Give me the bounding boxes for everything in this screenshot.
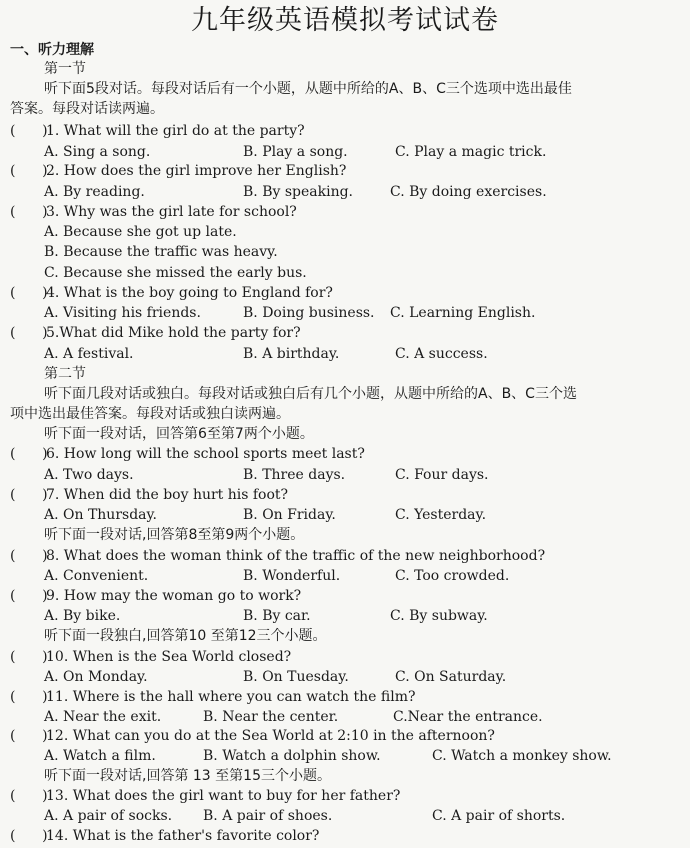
question-2 bbox=[10, 161, 346, 181]
question-11 bbox=[10, 687, 416, 707]
answer-blank[interactable]: ( ) bbox=[10, 649, 48, 665]
option-c: C. A pair of shorts. bbox=[432, 808, 566, 824]
question-text: 8. What does the woman think of the traffic of the new neighborhood? bbox=[46, 548, 546, 564]
sub-instruction: 听下面一段对话，回答第6至第7两个小题。 bbox=[44, 426, 314, 442]
option-b: B. Doing business. bbox=[243, 305, 375, 321]
answer-blank[interactable]: ( ) bbox=[10, 828, 48, 844]
answer-blank[interactable]: ( ) bbox=[10, 728, 48, 744]
option-a: A. Visiting his friends. bbox=[44, 305, 201, 321]
part1-instruction-line2: 答案。每段对话读两遍。 bbox=[10, 101, 164, 117]
option-c: C. A success. bbox=[395, 346, 488, 362]
option-b: B. A pair of shoes. bbox=[203, 808, 333, 824]
question-text: 11. Where is the hall where you can watch the film? bbox=[46, 689, 416, 705]
option-c: C. Four days. bbox=[395, 467, 489, 483]
option-b: B. By car. bbox=[243, 608, 311, 624]
option-a: A. By bike. bbox=[44, 608, 121, 624]
option-c: C. Learning English. bbox=[390, 305, 536, 321]
question-text: 10. When is the Sea World closed? bbox=[46, 649, 292, 665]
option-c: C. By subway. bbox=[390, 608, 488, 624]
option-c: C. By doing exercises. bbox=[390, 184, 547, 200]
sub-instruction: 听下面一段独白,回答第10 至第12三个小题。 bbox=[44, 628, 327, 644]
question-text: 5.What did Mike hold the party for? bbox=[46, 325, 301, 341]
question-text: 7. When did the boy hurt his foot? bbox=[46, 487, 289, 503]
question-3 bbox=[10, 202, 297, 222]
option-c: C. Too crowded. bbox=[395, 568, 510, 584]
answer-blank[interactable]: ( ) bbox=[10, 163, 48, 179]
option-a: A. On Thursday. bbox=[44, 507, 158, 523]
question-text: 3. Why was the girl late for school? bbox=[46, 204, 297, 220]
question-9 bbox=[10, 586, 301, 606]
option-a: A. Because she got up late. bbox=[44, 224, 237, 240]
answer-blank[interactable]: ( ) bbox=[10, 285, 48, 301]
option-c: C. On Saturday. bbox=[395, 669, 507, 685]
option-a: A. On Monday. bbox=[44, 669, 148, 685]
answer-blank[interactable]: ( ) bbox=[10, 689, 48, 705]
sub-instruction: 听下面一段对话,回答第 13 至第15三个小题。 bbox=[44, 768, 331, 784]
option-a: A. Sing a song. bbox=[44, 144, 151, 160]
part2-label: 第二节 bbox=[44, 366, 86, 382]
option-a: A. A pair of socks. bbox=[44, 808, 173, 824]
option-b: B. On Tuesday. bbox=[243, 669, 349, 685]
option-b: B. Wonderful. bbox=[243, 568, 341, 584]
answer-blank[interactable]: ( ) bbox=[10, 788, 48, 804]
question-text: 12. What can you do at the Sea World at 2:10 in the afternoon? bbox=[46, 728, 495, 744]
section-heading: 一、听力理解 bbox=[10, 42, 94, 58]
question-13 bbox=[10, 786, 400, 806]
option-b: B. Play a song. bbox=[243, 144, 348, 160]
question-text: 14. What is the father's favorite color? bbox=[46, 828, 320, 844]
option-c: C. Watch a monkey show. bbox=[432, 748, 612, 764]
question-text: 4. What is the boy going to England for? bbox=[46, 285, 333, 301]
question-14 bbox=[10, 826, 319, 846]
question-7 bbox=[10, 485, 288, 505]
option-b: B. Because the traffic was heavy. bbox=[44, 244, 278, 260]
exam-title: 九年级英语模拟考试试卷 bbox=[191, 5, 499, 36]
option-c: C. Yesterday. bbox=[395, 507, 487, 523]
question-text: 2. How does the girl improve her English? bbox=[46, 163, 347, 179]
question-1 bbox=[10, 121, 305, 141]
option-c: C. Play a magic trick. bbox=[395, 144, 547, 160]
answer-blank[interactable]: ( ) bbox=[10, 204, 48, 220]
answer-blank[interactable]: ( ) bbox=[10, 446, 48, 462]
question-text: 6. How long will the school sports meet last? bbox=[46, 446, 365, 462]
question-4 bbox=[10, 283, 333, 303]
answer-blank[interactable]: ( ) bbox=[10, 325, 48, 341]
question-text: 9. How may the woman go to work? bbox=[46, 588, 302, 604]
part2-instruction-line1: 听下面几段对话或独白。每段对话或独白后有几个小题，从题中所给的A、B、C三个选 bbox=[44, 386, 577, 402]
answer-blank[interactable]: ( ) bbox=[10, 588, 48, 604]
question-5 bbox=[10, 323, 301, 343]
question-text: 13. What does the girl want to buy for her father? bbox=[46, 788, 401, 804]
answer-blank[interactable]: ( ) bbox=[10, 487, 48, 503]
option-b: B. A birthday. bbox=[243, 346, 340, 362]
answer-blank[interactable]: ( ) bbox=[10, 123, 48, 139]
option-c: C.Near the entrance. bbox=[393, 709, 543, 725]
question-8 bbox=[10, 546, 545, 566]
part2-instruction-line2: 项中选出最佳答案。每段对话或独白读两遍。 bbox=[10, 406, 290, 422]
question-text: 1. What will the girl do at the party? bbox=[46, 123, 305, 139]
sub-instruction: 听下面一段对话,回答第8至第9两个小题。 bbox=[44, 527, 305, 543]
option-b: B. Near the center. bbox=[203, 709, 339, 725]
question-6 bbox=[10, 444, 365, 464]
option-b: B. On Friday. bbox=[243, 507, 336, 523]
option-a: A. Two days. bbox=[44, 467, 134, 483]
option-a: A. A festival. bbox=[44, 346, 134, 362]
option-b: B. Watch a dolphin show. bbox=[203, 748, 381, 764]
part1-instruction-line1: 听下面5段对话。每段对话后有一个小题，从题中所给的A、B、C三个选项中选出最佳 bbox=[44, 81, 572, 97]
option-a: A. By reading. bbox=[44, 184, 145, 200]
option-a: A. Watch a film. bbox=[44, 748, 156, 764]
question-12 bbox=[10, 726, 495, 746]
option-c: C. Because she missed the early bus. bbox=[44, 265, 307, 281]
option-b: B. Three days. bbox=[243, 467, 346, 483]
question-10 bbox=[10, 647, 291, 667]
option-a: A. Convenient. bbox=[44, 568, 149, 584]
option-a: A. Near the exit. bbox=[44, 709, 162, 725]
part1-label: 第一节 bbox=[44, 61, 86, 77]
answer-blank[interactable]: ( ) bbox=[10, 548, 48, 564]
option-b: B. By speaking. bbox=[243, 184, 354, 200]
